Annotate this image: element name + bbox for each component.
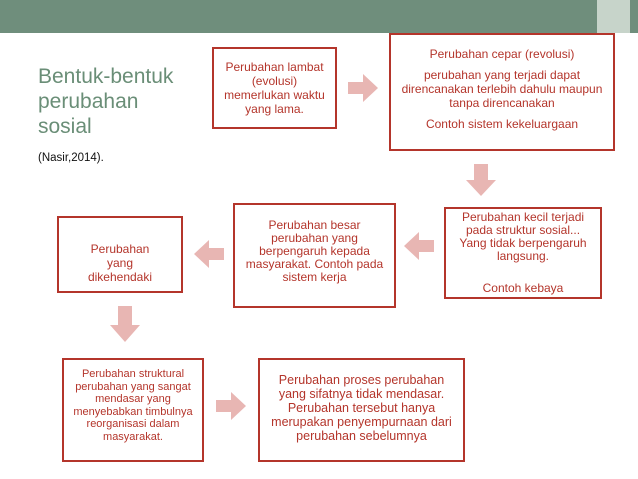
box-perubahan-dikehendaki-text: Perubahan yang dikehendaki bbox=[87, 242, 153, 284]
box-perubahan-proses bbox=[258, 358, 465, 462]
arrow-down-2-shape bbox=[110, 306, 140, 342]
box-perubahan-cepat-desc: perubahan yang terjadi dapat direncanakan terlebih dahulu maupun tanpa direncanakan bbox=[401, 68, 603, 110]
top-banner bbox=[0, 0, 638, 33]
box-perubahan-besar-text: Perubahan besar perubahan yang berpengaruh kepada masyarakat. Contoh pada sistem kerja bbox=[245, 218, 384, 284]
arrow-right-1-shape bbox=[348, 74, 378, 102]
box-perubahan-struktural bbox=[62, 358, 204, 462]
box-perubahan-cepat-heading: Perubahan cepar (revolusi) bbox=[429, 47, 575, 61]
banner-square bbox=[597, 0, 630, 33]
box-perubahan-kecil-example: Contoh kebaya bbox=[482, 281, 564, 295]
arrow-left-1 bbox=[404, 232, 434, 260]
arrow-down-1 bbox=[466, 164, 496, 196]
box-perubahan-dikehendaki bbox=[57, 216, 183, 293]
arrow-right-2 bbox=[216, 392, 246, 420]
box-perubahan-lambat bbox=[212, 47, 337, 129]
box-perubahan-kecil-desc: Perubahan kecil terjadi pada struktur sosial... Yang tidak berpengaruh langsung. bbox=[459, 210, 587, 263]
arrow-right-2-shape bbox=[216, 392, 246, 420]
arrow-left-1-shape bbox=[404, 232, 434, 260]
slide-title: Bentuk-bentuk perubahan sosial bbox=[38, 65, 174, 138]
box-perubahan-lambat-text: Perubahan lambat (evolusi) memerlukan waktu yang lama. bbox=[224, 60, 325, 116]
box-perubahan-besar bbox=[233, 203, 396, 308]
arrow-down-1-shape bbox=[466, 164, 496, 196]
arrow-left-2 bbox=[194, 240, 224, 268]
box-perubahan-proses-text: Perubahan proses perubahan yang sifatnya tidak mendasar. Perubahan tersebut hanya merupakan penyempurnaan dari perubahan sebelumnya bbox=[271, 373, 452, 443]
box-perubahan-struktural-text: Perubahan struktural perubahan yang sangat mendasar yang menyebabkan timbulnya reorganisasi dalam masyarakat. bbox=[73, 368, 193, 443]
source-citation: (Nasir,2014). bbox=[38, 152, 104, 164]
box-perubahan-cepat bbox=[389, 33, 615, 151]
arrow-right-1 bbox=[348, 74, 378, 102]
box-perubahan-kecil bbox=[444, 207, 602, 299]
arrow-down-2 bbox=[110, 306, 140, 342]
box-perubahan-cepat-example: Contoh sistem kekeluargaan bbox=[425, 117, 579, 131]
arrow-left-2-shape bbox=[194, 240, 224, 268]
